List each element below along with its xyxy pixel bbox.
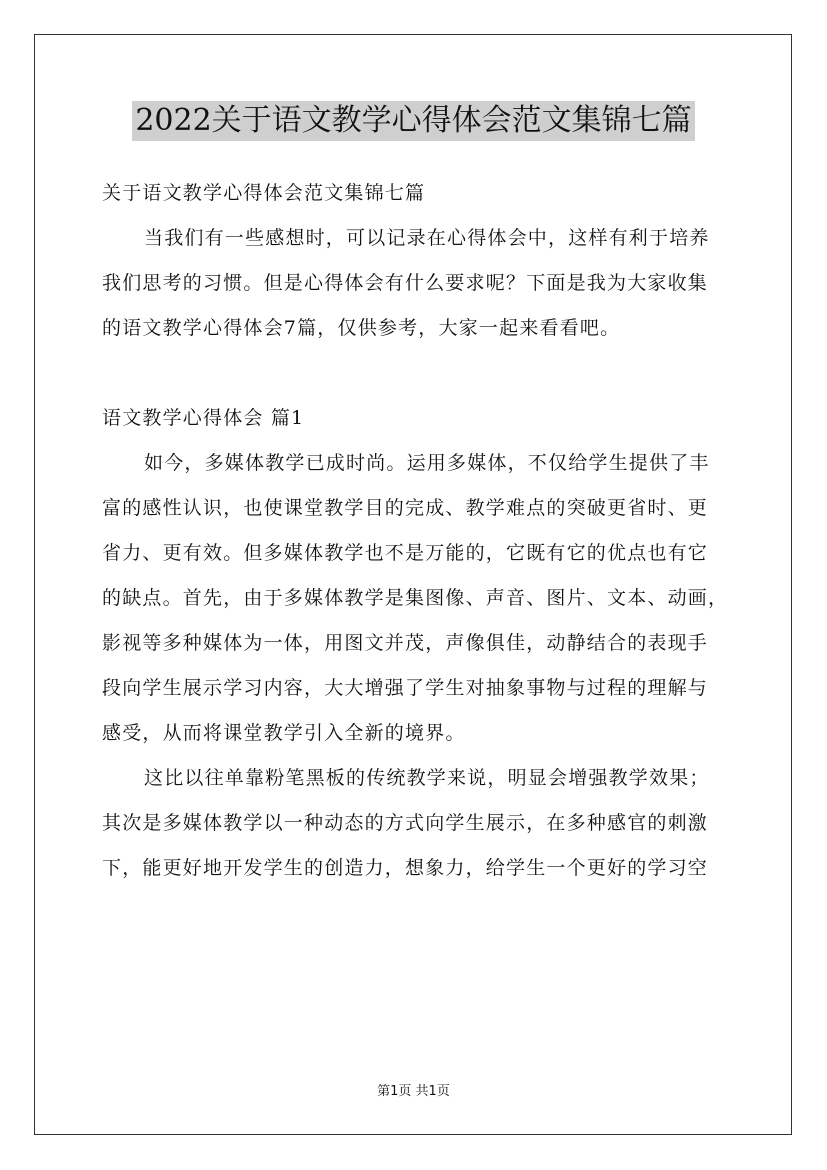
- intro-line: 当我们有一些感想时，可以记录在心得体会中，这样有利于培养: [144, 227, 710, 249]
- document-subtitle: 关于语文教学心得体会范文集锦七篇: [102, 182, 426, 204]
- document-body: [102, 171, 730, 891]
- paragraph-line: 这比以往单靠粉笔黑板的传统教学来说，明显会增强教学效果；: [144, 767, 710, 789]
- intro-line: 的语文教学心得体会7篇，仅供参考，大家一起来看看吧。: [102, 317, 621, 339]
- paragraph-line: 如今，多媒体教学已成时尚。运用多媒体，不仅给学生提供了丰: [144, 452, 710, 474]
- paragraph-line: 影视等多种媒体为一体，用图文并茂，声像俱佳，动静结合的表现手: [102, 632, 709, 654]
- document-title: 2022关于语文教学心得体会范文集锦七篇: [132, 101, 694, 141]
- paragraph-line: 感受，从而将课堂教学引入全新的境界。: [102, 722, 466, 744]
- page-footer: 第1页 共1页: [377, 1084, 450, 1099]
- paragraph-line: 的缺点。首先，由于多媒体教学是集图像、声音、图片、文本、动画，: [102, 587, 729, 609]
- paragraph-line: 段向学生展示学习内容，大大增强了学生对抽象事物与过程的理解与: [102, 677, 709, 699]
- paragraph-line: 省力、更有效。但多媒体教学也不是万能的，它既有它的优点也有它: [102, 542, 709, 564]
- paragraph-line: 下，能更好地开发学生的创造力，想象力，给学生一个更好的学习空: [102, 857, 709, 879]
- section-heading: 语文教学心得体会 篇1: [102, 407, 305, 429]
- intro-line: 我们思考的习惯。但是心得体会有什么要求呢？下面是我为大家收集: [102, 272, 709, 294]
- paragraph-line: 其次是多媒体教学以一种动态的方式向学生展示，在多种感官的刺激: [102, 812, 709, 834]
- blank-line: [102, 351, 730, 396]
- paragraph-line: 富的感性认识，也使课堂教学目的完成、教学难点的突破更省时、更: [102, 497, 709, 519]
- title-container: [0, 101, 827, 141]
